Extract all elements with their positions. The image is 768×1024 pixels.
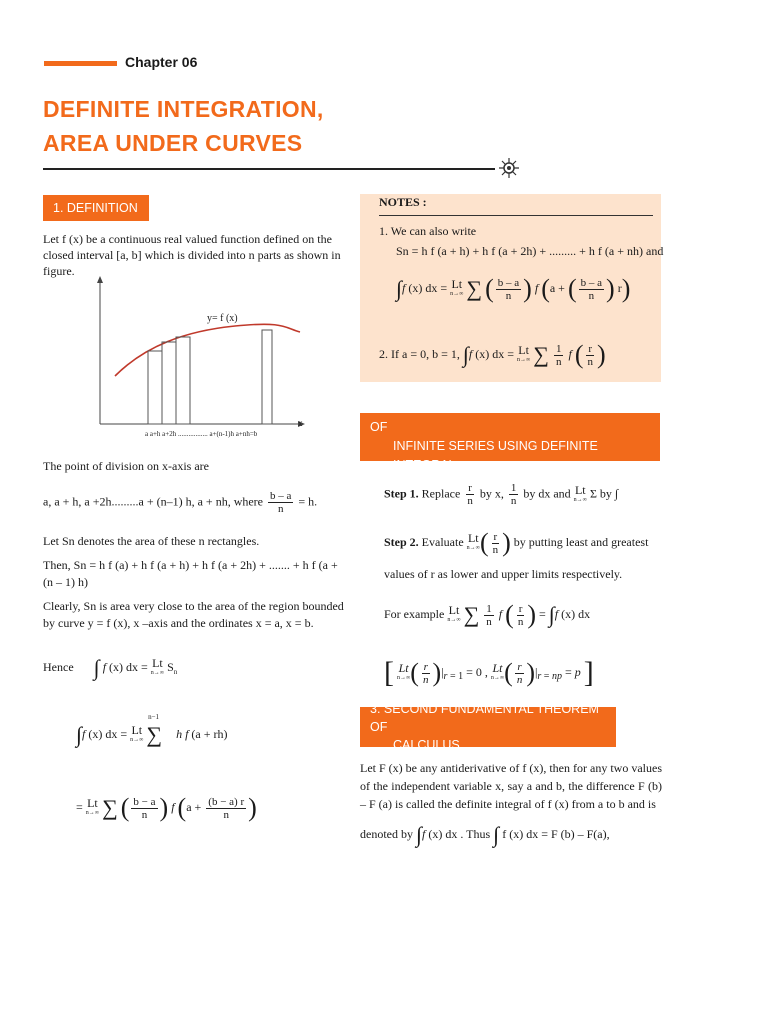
notes-heading: NOTES : [379, 195, 427, 209]
step-2-rest: by putting least and greatest [513, 534, 649, 549]
title-divider [43, 168, 495, 170]
title-line-2: AREA UNDER CURVES [43, 130, 303, 156]
section-2-heading [360, 401, 660, 472]
section-2-line-1: 2. DEFINITE INTEGRAL AS LIMIT OF SUM/SUM OF [370, 401, 645, 434]
antiderivative-paragraph: Let F (x) be any antiderivative of f (x), then for any two values of the independent variable x, say a and b, the difference F (b) – F (a) is called the definite integral of f (x) from a to b and is [360, 761, 662, 811]
division-points-text: a, a + h, a +2h.........a + (n–1) h, a + nh, where [43, 494, 264, 509]
riemann-sum-figure [85, 276, 315, 444]
section-3-heading [360, 702, 616, 752]
step-2: Step 2. Evaluate Lt n→∞ ( $\frac{r}{n}$ ) by putting least and greatest [384, 528, 649, 557]
example-label: For example [384, 606, 445, 621]
curve-label: y= f (x) [207, 313, 238, 324]
step-1-end: Σ by ∫ [589, 486, 619, 501]
chapter-accent-bar [44, 61, 117, 66]
riemann-limit-formula: = Lt n→∞ ∑ ( $\frac{b - a}{n}$ ) f (a + $\frac{(b - a) r}{n}$ ) [76, 793, 257, 822]
hence-formula: Hence ∫ f (x) dx = Lt n→∞ $S_n$ [43, 655, 178, 680]
notes-divider [379, 215, 653, 216]
title-line-1: DEFINITE INTEGRATION, [43, 96, 324, 122]
sn-sum-equation: Then, Sn = h f (a) + h f (a + h) + h f (a + 2h) + ....... + h f (a + (n – 1) h) [43, 558, 338, 589]
step-1-by-dx: by dx and [523, 486, 571, 501]
page-title [43, 92, 324, 160]
step-1-by-x: by x, [479, 486, 504, 501]
integral-sign: ∫ [93, 655, 100, 680]
h-fraction [268, 490, 293, 515]
thus-text: . Thus [460, 826, 491, 841]
notes-item-2: 2. If a = 0, b = 1, ∫f (x) dx = Lt n→∞ ∑ $\frac{1}{n}$ f ( $\frac{r}{n}$ ) [379, 340, 606, 369]
step-2-text: Evaluate [421, 534, 464, 549]
fundamental-theorem-formula: denoted by ∫f (x) dx . Thus ∫ f (x) dx = F (b) – F(a), [360, 822, 610, 847]
step-2-label: Step 2. [384, 534, 419, 549]
step-1: Step 1. Replace $\frac{r}{n}$ by x, $\frac{1}{n}$ by dx and Lt n→∞ Σ by ∫ [384, 482, 619, 507]
definition-paragraph: Let f (x) be a continuous real valued function defined on the closed interval [a, b] which is divided into n parts as shown in figure. [43, 232, 341, 278]
step-2-line-2: values of r as lower and upper limits respectively. [384, 567, 623, 581]
division-points-equation [43, 490, 317, 515]
limit-symbol: Lt n→∞ [150, 656, 165, 676]
h-fraction-num: b – a [270, 490, 292, 502]
integral-limit-formula: ∫f (x) dx = Lt n→∞ ∑$^{n-1}$ h f (a + rh) [76, 712, 228, 747]
notes-item-1: 1. We can also write [379, 224, 477, 238]
section-3-line-2: CALCULUS [393, 738, 460, 752]
h-equals: = h. [298, 494, 318, 509]
notes-item-1-equation: Sn = h f (a + h) + h f (a + 2h) + ......... + h f (a + nh) and [396, 244, 664, 258]
denoted-by-text: denoted by [360, 826, 413, 841]
notes-box [360, 194, 664, 382]
theorem-result: f (x) dx = F (b) – F(a), [502, 826, 610, 841]
step-1-text: Replace [421, 486, 461, 501]
x-axis-ticks: a a+h a+2h ................. a+(n-1)h a+nh=b [145, 430, 258, 438]
ornament-icon [496, 157, 522, 179]
h-fraction-den: n [277, 503, 284, 515]
chapter-label: Chapter 06 [125, 54, 198, 70]
section-3-line-1: 3. SECOND FUNDAMENTAL THEOREM OF [370, 702, 599, 734]
x-axis-label: x [298, 418, 303, 428]
sn-definition: Let Sn denotes the area of these n rectangles. [43, 534, 260, 548]
step-1-label: Step 1. [384, 486, 419, 501]
example-formula: For example Lt n→∞ ∑ $\frac{1}{n}$ f ( $\frac{r}{n}$ ) = ∫f (x) dx [384, 600, 591, 629]
section-1-heading: 1. DEFINITION [43, 195, 149, 221]
division-points-intro: The point of division on x-axis are [43, 459, 209, 473]
section-2-line-2: INFINITE SERIES USING DEFINITE INTEGRAL [393, 439, 598, 472]
hence-word: Hence [43, 659, 74, 674]
notes-item-2-text: 2. If a = 0, b = 1, [379, 346, 460, 361]
sn-area-paragraph: Clearly, Sn is area very close to the area of the region bounded by curve y = f (x), x –axis and the ordinates x = a, x = b. [43, 599, 344, 630]
notes-item-1-integral: ∫f (x) dx = Lt n→∞ ∑ ( $\frac{b - a}{n}$ ) f (a + ( $\frac{b - a}{n}$ ) r) [396, 274, 631, 303]
limits-expression: [ Lt n→∞ ( $\frac{r}{n}$ )$|_{r = 1} = 0$ , Lt n→∞ ( $\frac{r}{n}$ )$|_{r = np} = p$ ] [384, 656, 594, 689]
